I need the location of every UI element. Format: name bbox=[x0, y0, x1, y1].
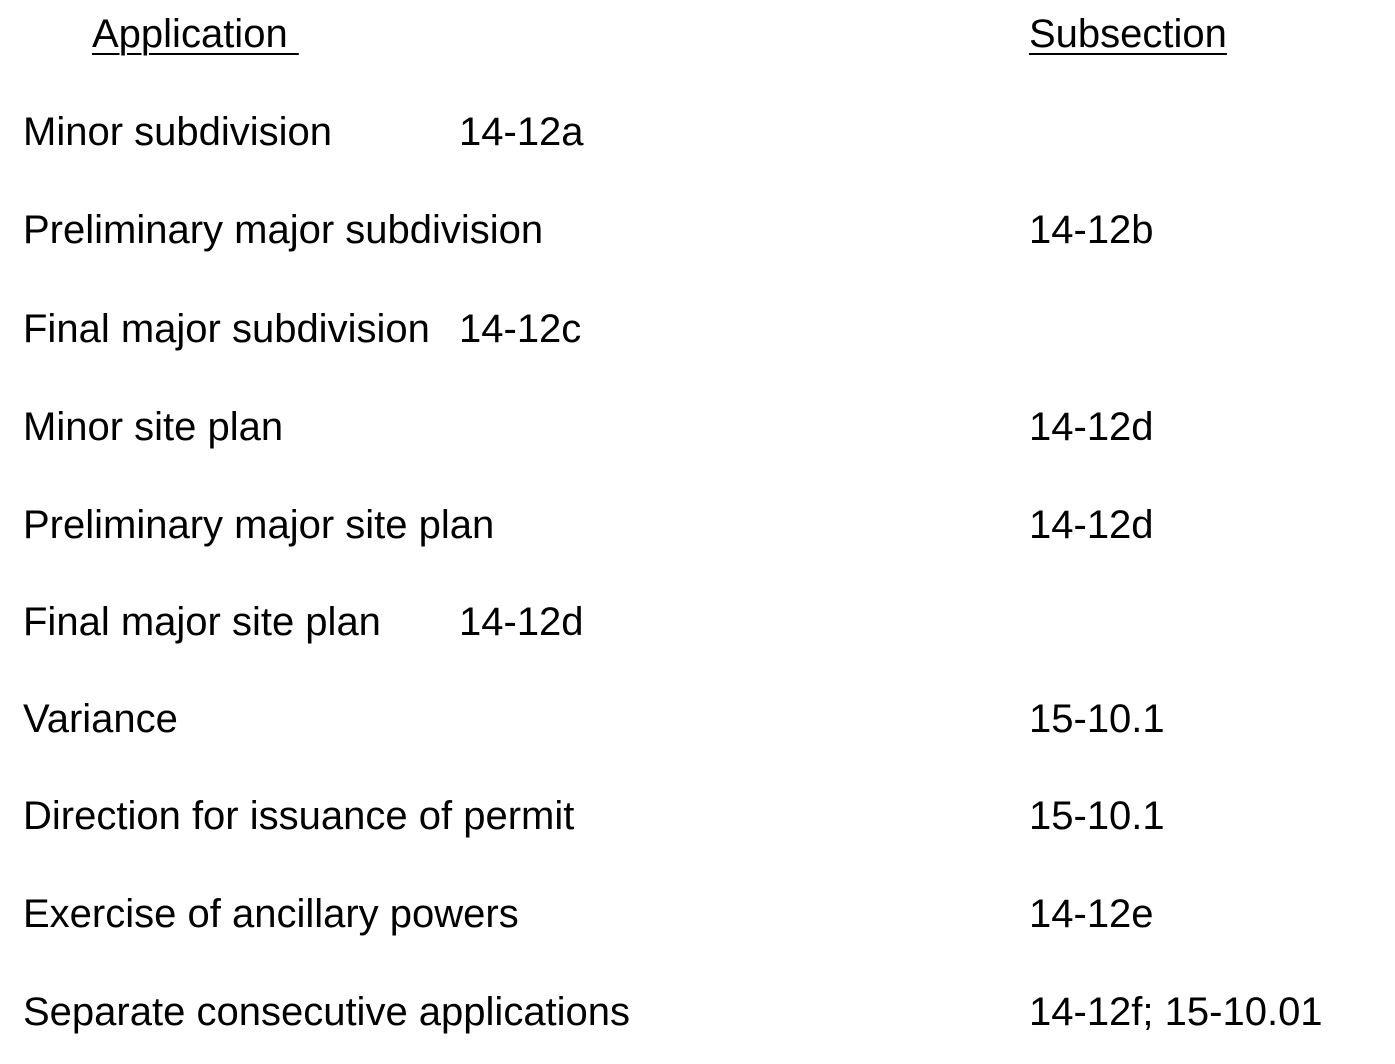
subsection-cell: 14-12b bbox=[1029, 208, 1154, 252]
table-row bbox=[0, 206, 1395, 254]
application-cell: Final major subdivision bbox=[23, 307, 430, 351]
application-cell: Final major site plan bbox=[23, 600, 381, 644]
table-row bbox=[0, 403, 1395, 451]
subsection-cell: 14-12f; 15-10.01 bbox=[1029, 990, 1323, 1034]
subsection-cell: 14-12d bbox=[459, 600, 584, 644]
column-header-application: Application bbox=[92, 12, 299, 56]
table-row bbox=[0, 501, 1395, 549]
table-row bbox=[0, 792, 1395, 840]
application-cell: Separate consecutive applications bbox=[23, 990, 631, 1034]
application-cell: Preliminary major subdivision bbox=[23, 208, 544, 252]
table-row bbox=[0, 890, 1395, 938]
application-cell: Minor site plan bbox=[23, 405, 284, 449]
subsection-cell: 15-10.1 bbox=[1029, 697, 1165, 741]
application-cell: Minor subdivision bbox=[23, 110, 333, 154]
column-header-subsection: Subsection bbox=[1029, 12, 1227, 56]
subsection-cell: 14-12c bbox=[459, 307, 582, 351]
application-cell: Preliminary major site plan bbox=[23, 503, 495, 547]
table-row bbox=[0, 305, 1395, 353]
subsection-cell: 14-12e bbox=[1029, 892, 1154, 936]
application-cell: Direction for issuance of permit bbox=[23, 794, 575, 838]
application-cell: Variance bbox=[23, 697, 178, 741]
table-row bbox=[0, 108, 1395, 156]
table-row bbox=[0, 988, 1395, 1036]
application-cell: Exercise of ancillary powers bbox=[23, 892, 519, 936]
subsection-cell: 14-12d bbox=[1029, 405, 1154, 449]
subsection-cell: 14-12a bbox=[459, 110, 584, 154]
table-row bbox=[0, 598, 1395, 646]
subsection-cell: 15-10.1 bbox=[1029, 794, 1165, 838]
table-row bbox=[0, 695, 1395, 743]
subsection-cell: 14-12d bbox=[1029, 503, 1154, 547]
